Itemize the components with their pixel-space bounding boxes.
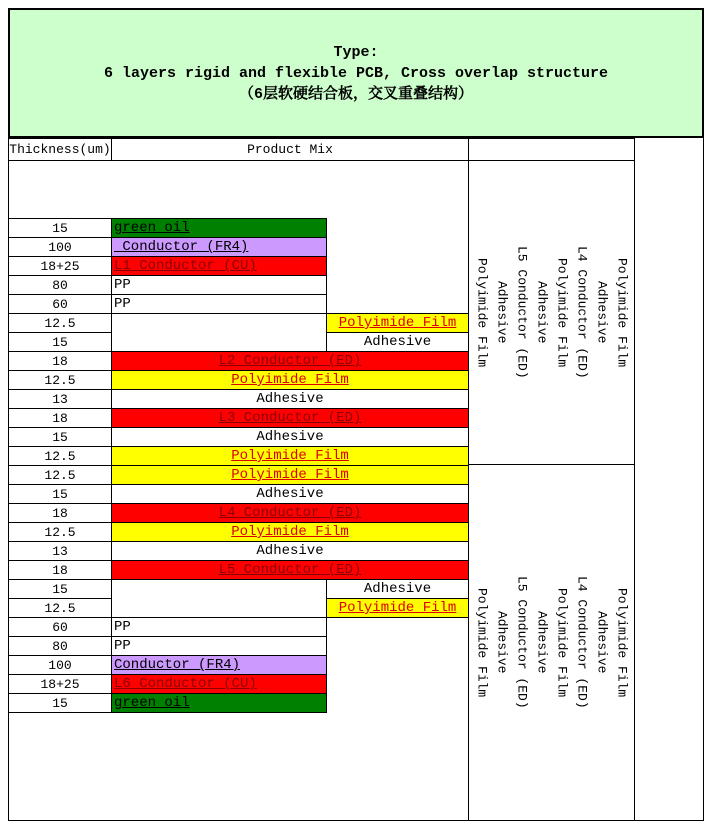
layer-label: Adhesive bbox=[363, 334, 432, 350]
layer-bar bbox=[111, 674, 327, 694]
layer-bar bbox=[111, 655, 327, 675]
stack-line: L4 Conductor (ED) bbox=[574, 246, 590, 379]
layer-bar bbox=[111, 237, 327, 257]
title-structure-en: 6 layers rigid and flexible PCB, Cross overlap structure bbox=[103, 64, 609, 82]
layer-bar bbox=[326, 332, 469, 352]
stack-line: L4 Conductor (ED) bbox=[574, 576, 590, 709]
stack-line: Polyimide Film bbox=[614, 587, 630, 698]
stack-line: Adhesive bbox=[534, 281, 550, 344]
thickness-value: 15 bbox=[8, 427, 112, 447]
layer-bar bbox=[111, 389, 469, 409]
stack-line: Polyimide Film bbox=[614, 257, 630, 368]
thickness-value: 12.5 bbox=[8, 370, 112, 390]
thickness-value: 80 bbox=[8, 275, 112, 295]
thickness-value: 12.5 bbox=[8, 522, 112, 542]
stack-line: L5 Conductor (ED) bbox=[514, 246, 530, 379]
thickness-value: 18+25 bbox=[8, 256, 112, 276]
layer-bar bbox=[326, 313, 469, 333]
thickness-value: 18 bbox=[8, 408, 112, 428]
flex-stack-text bbox=[472, 576, 632, 709]
layer-bar bbox=[111, 693, 327, 713]
layer-label: PP bbox=[114, 277, 131, 293]
flex-stack-label-top bbox=[468, 160, 635, 465]
layer-label: Adhesive bbox=[256, 429, 324, 445]
thickness-value: 15 bbox=[8, 484, 112, 504]
layer-bar bbox=[326, 598, 469, 618]
title-type-label: Type: bbox=[333, 43, 379, 61]
layer-bar bbox=[111, 484, 469, 504]
thickness-value: 60 bbox=[8, 294, 112, 314]
layer-bar bbox=[111, 522, 469, 542]
layer-label: Adhesive bbox=[256, 543, 324, 559]
stack-line: Polyimide Film bbox=[554, 587, 570, 698]
thickness-value: 15 bbox=[8, 332, 112, 352]
layer-bar bbox=[111, 218, 327, 238]
thickness-value: 80 bbox=[8, 636, 112, 656]
layer-label: green oil bbox=[114, 695, 190, 711]
layer-bar bbox=[111, 617, 327, 637]
stack-line: Adhesive bbox=[534, 611, 550, 674]
title-box bbox=[8, 8, 704, 138]
stack-line: L5 Conductor (ED) bbox=[514, 576, 530, 709]
layer-bar bbox=[111, 503, 469, 523]
layer-label: Conductor (FR4) bbox=[114, 657, 241, 673]
layer-bar bbox=[111, 541, 469, 561]
thickness-value: 12.5 bbox=[8, 446, 112, 466]
layer-label: L5 Conductor (ED) bbox=[218, 562, 362, 578]
layer-label: PP bbox=[114, 296, 131, 312]
stack-line: Adhesive bbox=[494, 611, 510, 674]
flex-stack-text bbox=[472, 246, 632, 379]
header-product-mix: Product Mix bbox=[111, 138, 469, 161]
thickness-value: 18 bbox=[8, 351, 112, 371]
layer-label: Polyimide Film bbox=[231, 448, 349, 464]
layer-bar bbox=[111, 256, 327, 276]
header-thickness: Thickness(um) bbox=[8, 138, 112, 161]
layer-label: Polyimide Film bbox=[231, 524, 349, 540]
layer-bar bbox=[111, 275, 327, 295]
layer-label: Polyimide Film bbox=[338, 600, 457, 616]
layer-label: Polyimide Film bbox=[338, 315, 457, 331]
layer-bar bbox=[111, 560, 469, 580]
layer-label: Conductor (FR4) bbox=[114, 239, 249, 255]
layer-label: L1 Conductor (CU) bbox=[114, 258, 257, 274]
thickness-value: 100 bbox=[8, 237, 112, 257]
layer-bar bbox=[111, 294, 327, 314]
layer-label: green oil bbox=[114, 220, 190, 236]
grid-line bbox=[703, 138, 704, 821]
layer-bar bbox=[326, 579, 469, 599]
thickness-value: 12.5 bbox=[8, 598, 112, 618]
thickness-value: 12.5 bbox=[8, 313, 112, 333]
stack-line: Adhesive bbox=[594, 281, 610, 344]
thickness-value: 100 bbox=[8, 655, 112, 675]
thickness-value: 18 bbox=[8, 560, 112, 580]
header-right-empty-cell bbox=[468, 138, 635, 161]
stack-line: Polyimide Film bbox=[474, 587, 490, 698]
layer-label: Adhesive bbox=[256, 391, 324, 407]
thickness-value: 18+25 bbox=[8, 674, 112, 694]
layer-bar bbox=[111, 351, 469, 371]
thickness-value: 15 bbox=[8, 693, 112, 713]
layer-bar bbox=[111, 465, 469, 485]
layer-label: L4 Conductor (ED) bbox=[218, 505, 362, 521]
layer-label: L6 Conductor (CU) bbox=[114, 676, 257, 692]
layer-label: PP bbox=[114, 619, 131, 635]
thickness-value: 60 bbox=[8, 617, 112, 637]
layer-bar bbox=[111, 370, 469, 390]
stack-line: Polyimide Film bbox=[554, 257, 570, 368]
thickness-value: 15 bbox=[8, 579, 112, 599]
layer-label: Polyimide Film bbox=[231, 372, 349, 388]
layer-label: Polyimide Film bbox=[231, 467, 349, 483]
stack-line: Adhesive bbox=[594, 611, 610, 674]
thickness-value: 15 bbox=[8, 218, 112, 238]
thickness-value: 12.5 bbox=[8, 465, 112, 485]
layer-bar bbox=[111, 408, 469, 428]
layer-label: PP bbox=[114, 638, 131, 654]
flex-stack-label-bottom bbox=[468, 464, 635, 821]
thickness-value: 13 bbox=[8, 541, 112, 561]
layer-label: Adhesive bbox=[363, 581, 432, 597]
layer-label: L2 Conductor (ED) bbox=[218, 353, 362, 369]
layer-bar bbox=[111, 446, 469, 466]
layer-bar bbox=[111, 427, 469, 447]
stack-line: Adhesive bbox=[494, 281, 510, 344]
stack-line: Polyimide Film bbox=[474, 257, 490, 368]
layer-label: L3 Conductor (ED) bbox=[218, 410, 362, 426]
thickness-value: 18 bbox=[8, 503, 112, 523]
thickness-value: 13 bbox=[8, 389, 112, 409]
layer-bar bbox=[111, 636, 327, 656]
title-structure-cn: （6层软硬结合板，交叉重叠结构） bbox=[238, 85, 473, 103]
layer-label: Adhesive bbox=[256, 486, 324, 502]
